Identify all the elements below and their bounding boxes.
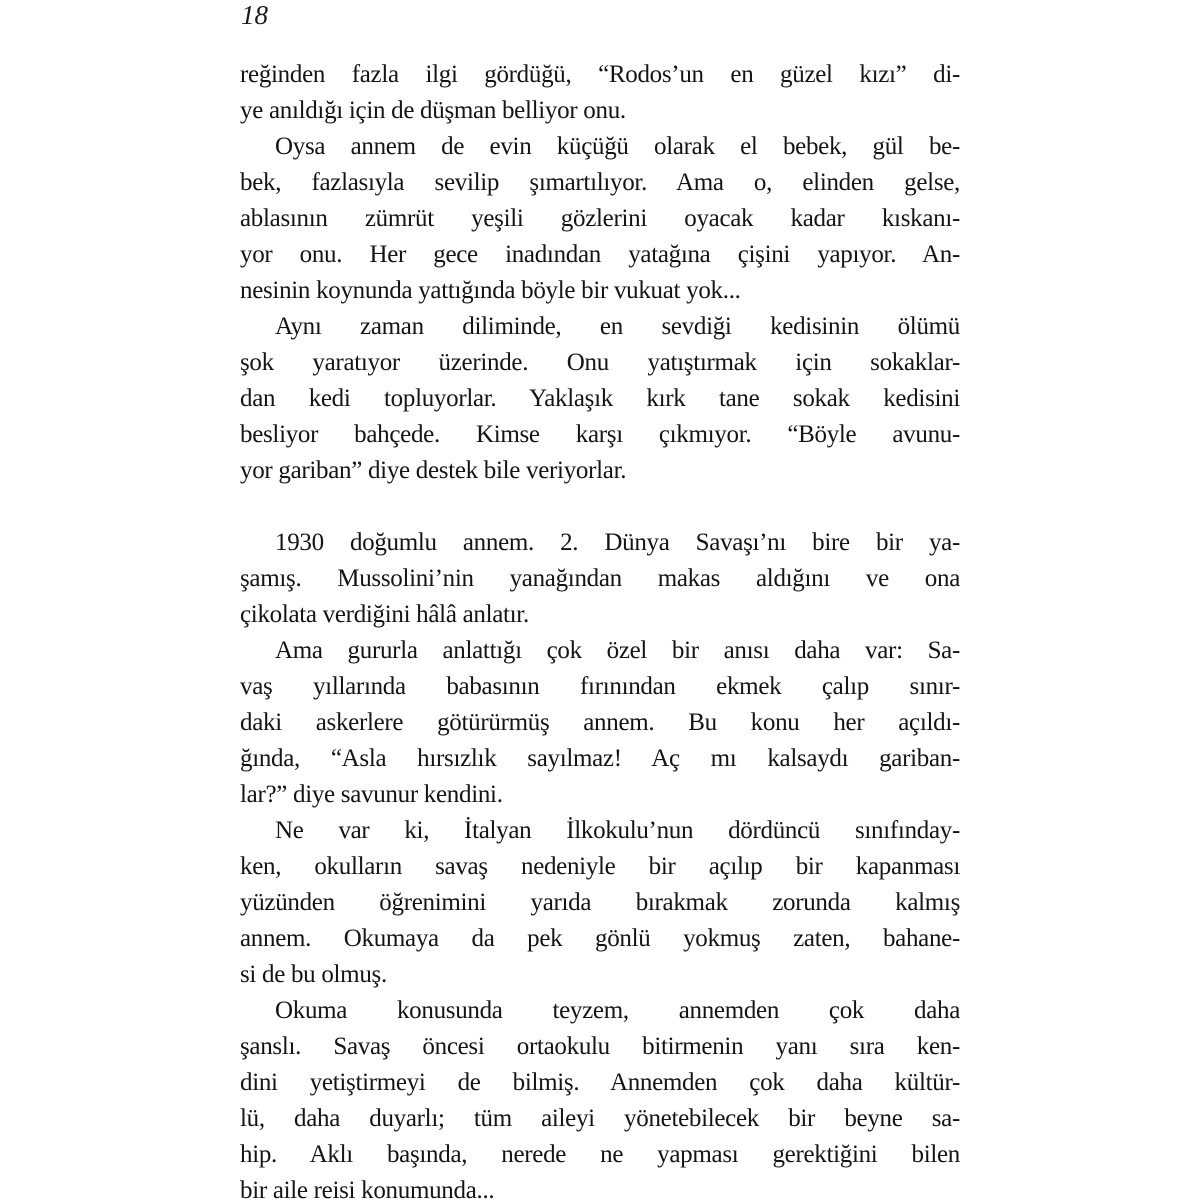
text-line: şamış. Mussolini’nin yanağından makas aldığını ve ona	[240, 565, 960, 592]
text-line: yor onu. Her gece inadından yatağına çişini yapıyor. An-	[240, 241, 960, 268]
paragraph	[240, 633, 960, 813]
text-line: hip. Aklı başında, nerede ne yapması gerektiğini bilen	[240, 1141, 960, 1168]
text-line: 1930 doğumlu annem. 2. Dünya Savaşı’nı bire bir ya-	[275, 529, 960, 556]
text-line: dan kedi topluyorlar. Yaklaşık kırk tane sokak kedisini	[240, 385, 960, 412]
body-text	[240, 57, 960, 1200]
text-line: Aynı zaman diliminde, en sevdiği kedisinin ölümü	[275, 313, 960, 340]
text-line: yüzünden öğrenimini yarıda bırakmak zorunda kalmış	[240, 889, 960, 916]
text-line: nesinin koynunda yattığında böyle bir vukuat yok...	[240, 277, 741, 304]
page-number: 18	[241, 0, 268, 30]
text-line: şanslı. Savaş öncesi ortaokulu bitirmenin yanı sıra ken-	[240, 1033, 960, 1060]
text-line: Ne var ki, İtalyan İlkokulu’nun dördüncü sınıfınday-	[275, 817, 960, 844]
paragraph	[240, 993, 960, 1200]
text-line: annem. Okumaya da pek gönlü yokmuş zaten, bahane-	[240, 925, 960, 952]
text-line: bir aile reisi konumunda...	[240, 1177, 495, 1200]
paragraph	[240, 57, 960, 129]
text-line: besliyor bahçede. Kimse karşı çıkmıyor. “Böyle avunu-	[240, 421, 960, 448]
text-line: ye anıldığı için de düşman belliyor onu.	[240, 97, 626, 124]
text-line: yor gariban” diye destek bile veriyorlar.	[240, 457, 627, 484]
text-line: bek, fazlasıyla sevilip şımartılıyor. Ama o, elinden gelse,	[240, 169, 960, 196]
text-line: çikolata verdiğini hâlâ anlatır.	[240, 601, 529, 628]
text-line: daki askerlere götürürmüş annem. Bu konu her açıldı-	[240, 709, 960, 736]
paragraph	[240, 129, 960, 309]
text-line: vaş yıllarında babasının fırınından ekmek çalıp sınır-	[240, 673, 960, 700]
text-line: ken, okulların savaş nedeniyle bir açılıp bir kapanması	[240, 853, 960, 880]
text-line: reğinden fazla ilgi gördüğü, “Rodos’un en güzel kızı” di-	[240, 61, 960, 88]
text-line: dini yetiştirmeyi de bilmiş. Annemden çok daha kültür-	[240, 1069, 960, 1096]
paragraph	[240, 813, 960, 993]
text-line: lar?” diye savunur kendini.	[240, 781, 503, 808]
text-line: Oysa annem de evin küçüğü olarak el bebek, gül be-	[275, 133, 960, 160]
text-line: Ama gururla anlattığı çok özel bir anısı daha var: Sa-	[275, 637, 960, 664]
text-line: ablasının zümrüt yeşili gözlerini oyacak kadar kıskanı-	[240, 205, 960, 232]
text-line: si de bu olmuş.	[240, 961, 387, 988]
paragraph	[240, 525, 960, 633]
text-line: şok yaratıyor üzerinde. Onu yatıştırmak için sokaklar-	[240, 349, 960, 376]
text-line: Okuma konusunda teyzem, annemden çok daha	[275, 997, 960, 1024]
paragraph	[240, 309, 960, 489]
text-line: lü, daha duyarlı; tüm aileyi yönetebilecek bir beyne sa-	[240, 1105, 960, 1132]
text-line: ğında, “Asla hırsızlık sayılmaz! Aç mı kalsaydı gariban-	[240, 745, 960, 772]
